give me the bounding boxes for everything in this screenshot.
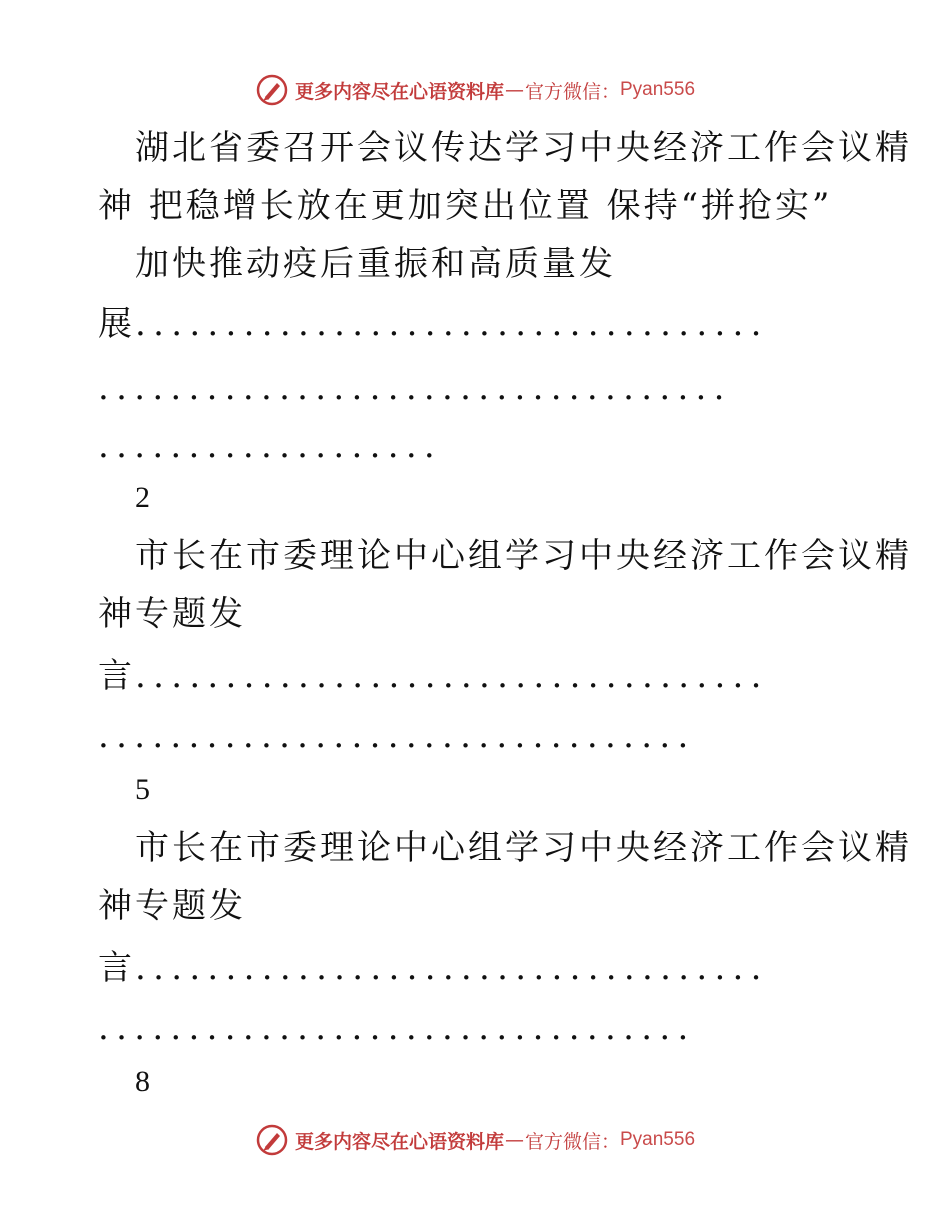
toc-entry-3-title-tail: 言 (98, 948, 135, 988)
watermark-sub-text: 官方微信： (524, 1130, 620, 1153)
watermark-dash: — (504, 79, 524, 101)
toc-entry-2-title-tail: 言 (98, 656, 135, 696)
toc-entry-1-title-line4 (98, 304, 769, 344)
watermark-main-text: 更多内容尽在心语资料库 (294, 1130, 504, 1153)
footer-watermark (0, 1120, 950, 1160)
watermark-dash: — (504, 1129, 524, 1151)
toc-entry-2-leader-dots-1: ................................... (135, 656, 769, 696)
watermark-wechat-id: Pyan556 (620, 1129, 696, 1150)
toc-entry-1-leader-dots-2: ................................... (98, 368, 732, 408)
toc-entry-3-leader-dots-1: ................................... (135, 948, 769, 988)
toc-entry-1-title-tail: 展 (98, 304, 135, 344)
toc-entry-3-title-line3 (98, 948, 769, 988)
toc-entry-3-title-line2: 神专题发 (98, 886, 246, 926)
pen-logo-icon (255, 73, 289, 107)
header-watermark (0, 70, 950, 110)
toc-entry-2-title-line2: 神专题发 (98, 594, 246, 634)
toc-entry-2-page-number: 5 (135, 773, 150, 806)
toc-entry-3-leader-dots-2: ................................. (98, 1008, 696, 1048)
watermark-wechat-id: Pyan556 (620, 79, 696, 100)
toc-entry-1-title-line3: 加快推动疫后重振和高质量发 (135, 244, 616, 284)
pen-logo-icon (255, 1123, 289, 1157)
watermark-main-text: 更多内容尽在心语资料库 (294, 80, 504, 103)
toc-entry-3-title-line1: 市长在市委理论中心组学习中央经济工作会议精 (135, 828, 912, 868)
toc-entry-1-page-number: 2 (135, 481, 150, 514)
toc-entry-1-title-line2: 神 把稳增长放在更加突出位置 保持“拼抢实” (98, 186, 833, 226)
toc-entry-1-title-line1: 湖北省委召开会议传达学习中央经济工作会议精 (135, 128, 912, 168)
toc-entry-1-leader-dots-3: ................... (98, 426, 443, 466)
watermark-sub-text: 官方微信： (524, 80, 620, 103)
toc-entry-2-title-line1: 市长在市委理论中心组学习中央经济工作会议精 (135, 536, 912, 576)
toc-entry-3-page-number: 8 (135, 1065, 150, 1098)
toc-entry-2-title-line3 (98, 656, 769, 696)
toc-entry-2-leader-dots-2: ................................. (98, 716, 696, 756)
toc-entry-1-leader-dots-1: ................................... (135, 304, 769, 344)
